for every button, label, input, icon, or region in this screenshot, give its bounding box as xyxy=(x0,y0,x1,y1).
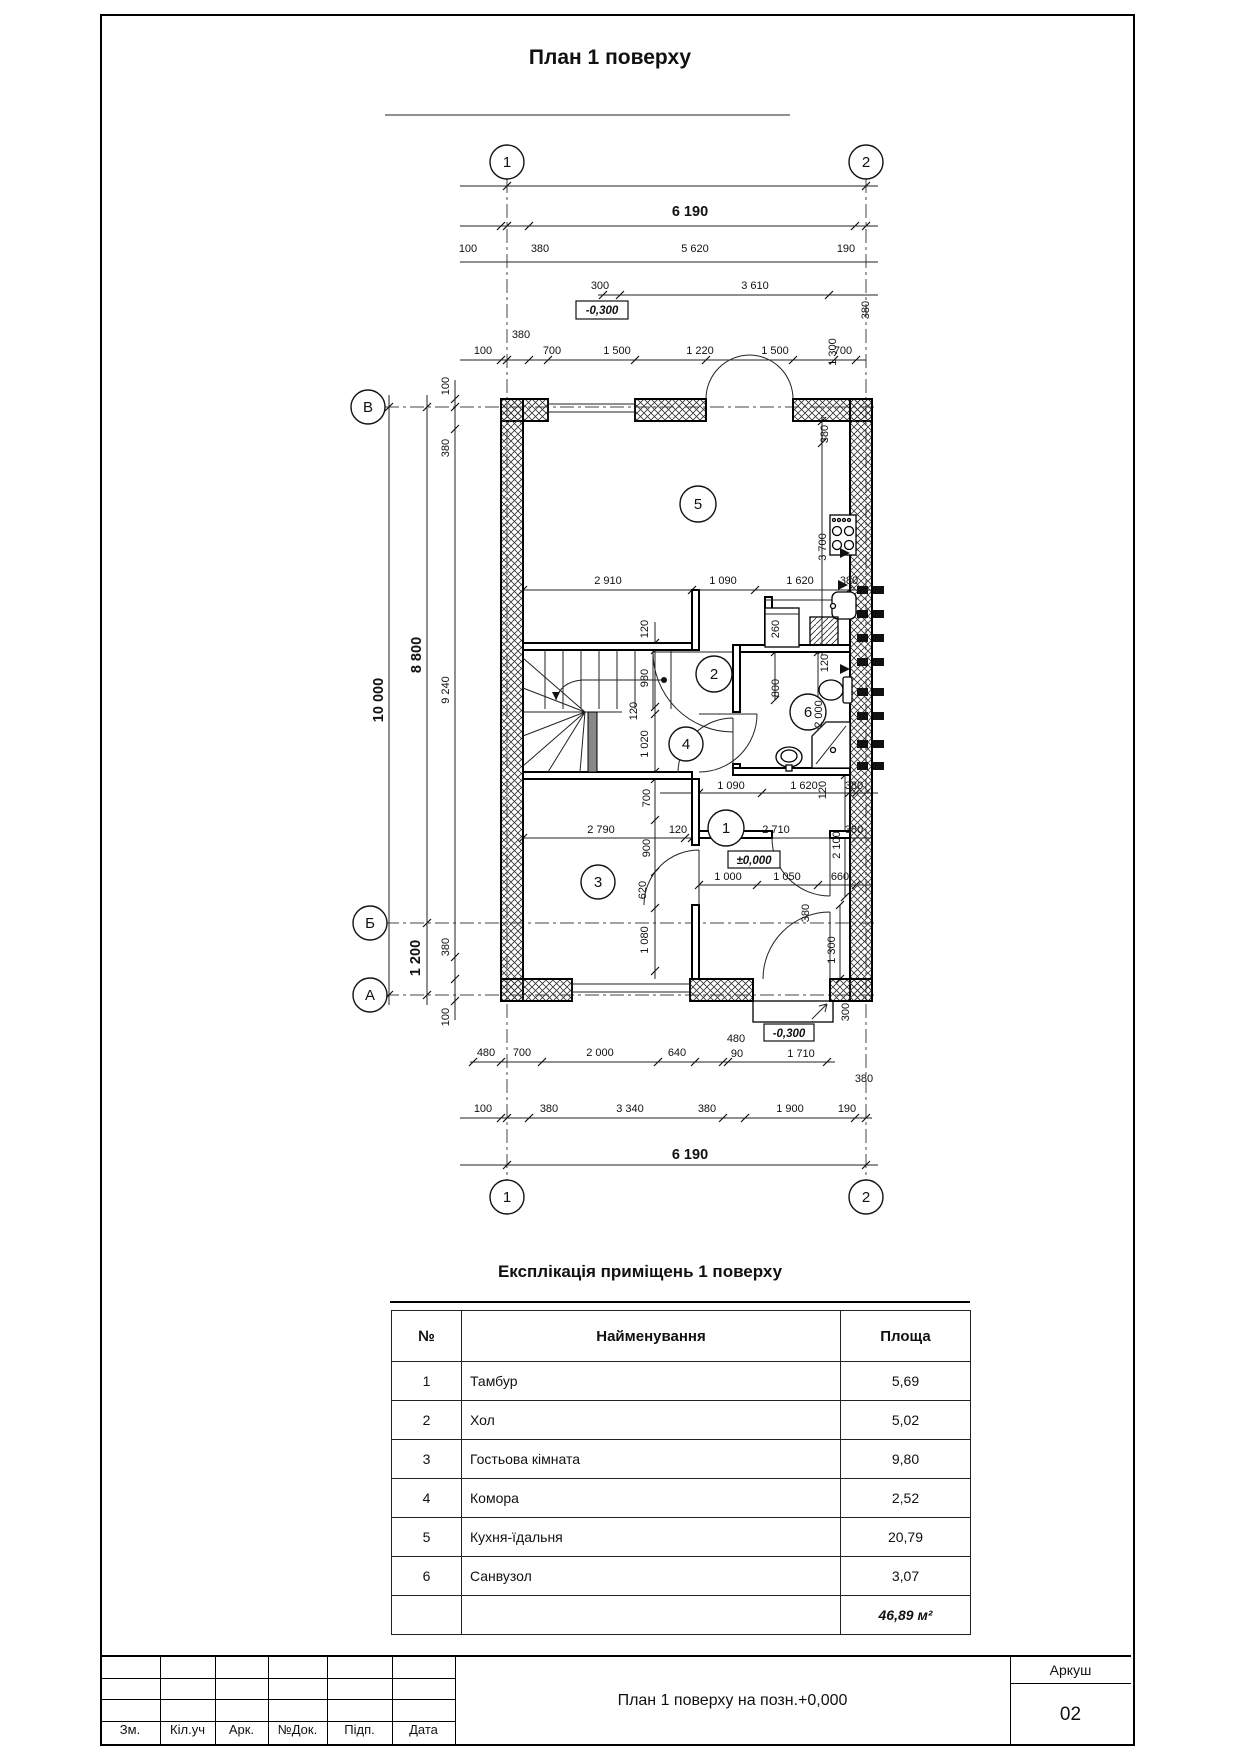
dim-label: 120 xyxy=(817,780,829,800)
dim-label: 1 500 xyxy=(603,345,631,357)
room-area: 3,07 xyxy=(841,1557,971,1596)
dim-label: 100 xyxy=(440,376,452,396)
axis-label: А xyxy=(364,987,376,1004)
dim-label: 6 190 xyxy=(671,1147,709,1163)
title-block xyxy=(100,1655,1131,1744)
dim-label: 1 900 xyxy=(776,1103,804,1115)
dim-label: 120 xyxy=(819,653,831,673)
dim-label: 380 xyxy=(697,1103,717,1115)
dim-label: 1 000 xyxy=(714,871,742,883)
room-index: 5 xyxy=(392,1518,462,1557)
room-name: Хол xyxy=(462,1401,841,1440)
col-header-name: Найменування xyxy=(462,1311,841,1362)
level-label: -0,300 xyxy=(585,305,619,317)
dimension-lines xyxy=(389,186,878,1165)
dim-label: 3 610 xyxy=(741,280,769,292)
dim-label: 380 xyxy=(440,438,452,458)
room-name: Тамбур xyxy=(462,1362,841,1401)
dim-label: 640 xyxy=(667,1047,687,1059)
window-top xyxy=(548,399,635,421)
dim-label: 1 500 xyxy=(761,345,789,357)
table-row xyxy=(392,1401,971,1440)
titleblock-col-dok: №Док. xyxy=(277,1722,318,1737)
room-number: 2 xyxy=(709,666,719,683)
dim-label: 2 000 xyxy=(813,700,825,728)
room-number: 4 xyxy=(681,736,691,753)
dim-label: 660 xyxy=(830,871,850,883)
axis-label: 1 xyxy=(502,154,512,171)
explication-table xyxy=(391,1310,971,1635)
dim-label: 1 620 xyxy=(786,575,814,587)
table-row xyxy=(392,1479,971,1518)
dim-label: 6 190 xyxy=(671,204,709,220)
room-name: Гостьова кімната xyxy=(462,1440,841,1479)
dim-label: 380 xyxy=(860,300,872,320)
room-area: 20,79 xyxy=(841,1518,971,1557)
titleblock-col-zm: Зм. xyxy=(119,1722,141,1737)
dimension-ticks xyxy=(385,182,870,1169)
room-area: 9,80 xyxy=(841,1440,971,1479)
dim-label: 10 000 xyxy=(371,677,387,723)
dim-label: 380 xyxy=(844,780,864,792)
dim-label: 700 xyxy=(833,345,853,357)
window-bottom xyxy=(572,979,690,1001)
table-total-row xyxy=(392,1596,971,1635)
titleblock-col-data: Дата xyxy=(409,1722,438,1737)
explication-title: Експлікація приміщень 1 поверху xyxy=(497,1262,783,1281)
room-area: 2,52 xyxy=(841,1479,971,1518)
dim-label: 260 xyxy=(770,619,782,639)
dim-label: 2 000 xyxy=(586,1047,614,1059)
dim-label: 120 xyxy=(639,619,651,639)
dim-label: 190 xyxy=(836,243,856,255)
dim-label: 700 xyxy=(542,345,562,357)
document-title: План 1 поверху на позн.+0,000 xyxy=(617,1691,848,1709)
room-number: 6 xyxy=(803,704,813,721)
explication-underline xyxy=(390,1301,970,1303)
dim-label: 1 090 xyxy=(717,780,745,792)
table-row xyxy=(392,1362,971,1401)
dim-label: 380 xyxy=(839,575,859,587)
sheet-number: 02 xyxy=(1059,1703,1082,1725)
table-row xyxy=(392,1518,971,1557)
dim-label: 1 200 xyxy=(408,939,424,977)
dim-label: 980 xyxy=(639,668,651,688)
title-block-line xyxy=(100,1699,455,1700)
kitchen-stove xyxy=(830,515,856,555)
entry-porch xyxy=(753,1001,833,1022)
room-index: 4 xyxy=(392,1479,462,1518)
dim-label: 300 xyxy=(840,1002,852,1022)
dim-label: 100 xyxy=(473,345,493,357)
dim-label: 800 xyxy=(770,678,782,698)
axis-label: В xyxy=(362,399,374,416)
dim-label: 1 020 xyxy=(639,730,651,758)
room-number: 1 xyxy=(721,820,731,837)
room-area: 5,02 xyxy=(841,1401,971,1440)
room-name: Кухня-їдальня xyxy=(462,1518,841,1557)
room-name: Санвузол xyxy=(462,1557,841,1596)
table-row xyxy=(392,1440,971,1479)
dim-label: 1 080 xyxy=(639,926,651,954)
dim-label: 5 620 xyxy=(681,243,709,255)
dim-label: 380 xyxy=(854,1073,874,1085)
floor-plan xyxy=(330,100,890,1230)
title-block-line xyxy=(100,1678,455,1679)
dim-label: 1 050 xyxy=(773,871,801,883)
dim-label: 380 xyxy=(539,1103,559,1115)
dim-label: 1 710 xyxy=(787,1048,815,1060)
table-header-row xyxy=(392,1311,971,1362)
level-label: -0,300 xyxy=(772,1028,806,1040)
dim-label: 1 090 xyxy=(709,575,737,587)
dim-label: 380 xyxy=(819,424,831,444)
room-index: 6 xyxy=(392,1557,462,1596)
room-index: 2 xyxy=(392,1401,462,1440)
dim-label: 380 xyxy=(800,903,812,923)
dim-label: 1 620 xyxy=(790,780,818,792)
dim-label: 1 300 xyxy=(826,936,838,964)
dim-label: 2 910 xyxy=(594,575,622,587)
axis-label: 2 xyxy=(861,1189,871,1206)
dim-label: 100 xyxy=(440,1007,452,1027)
titleblock-col-pidp: Підп. xyxy=(344,1722,375,1737)
level-label: ±0,000 xyxy=(736,855,772,867)
dim-label: 1 300 xyxy=(827,338,839,366)
axis-label: Б xyxy=(365,915,375,932)
axis-label: 2 xyxy=(861,154,871,171)
dim-label: 2 100 xyxy=(831,831,843,859)
room-index: 1 xyxy=(392,1362,462,1401)
dim-label: 480 xyxy=(476,1047,496,1059)
dim-label: 380 xyxy=(440,937,452,957)
dim-label: 480 xyxy=(726,1033,746,1045)
dim-label: 1 220 xyxy=(686,345,714,357)
dim-label: 100 xyxy=(458,243,478,255)
col-header-area: Площа xyxy=(841,1311,971,1362)
dim-label: 2 710 xyxy=(762,824,790,836)
room-area: 5,69 xyxy=(841,1362,971,1401)
col-header-num: № xyxy=(392,1311,462,1362)
titleblock-col-kiluch: Кіл.уч xyxy=(170,1722,205,1737)
dim-label: 2 790 xyxy=(587,824,615,836)
dim-label: 700 xyxy=(512,1047,532,1059)
axis-label: 1 xyxy=(502,1189,512,1206)
page-title: План 1 поверху xyxy=(528,46,692,69)
dim-label: 3 340 xyxy=(616,1103,644,1115)
dim-label: 900 xyxy=(641,838,653,858)
titleblock-col-ark: Арк. xyxy=(228,1722,255,1737)
dim-label: 120 xyxy=(668,824,688,836)
dim-label: 380 xyxy=(530,243,550,255)
room-number: 3 xyxy=(593,874,603,891)
empty-cell xyxy=(392,1596,462,1635)
room-name: Комора xyxy=(462,1479,841,1518)
dim-label: 120 xyxy=(628,701,640,721)
dim-label: 380 xyxy=(511,329,531,341)
dim-label: 700 xyxy=(641,788,653,808)
dim-label: 100 xyxy=(473,1103,493,1115)
empty-cell xyxy=(462,1596,841,1635)
dim-label: 9 240 xyxy=(440,676,452,704)
dim-label: 90 xyxy=(730,1048,744,1060)
dim-label: 8 800 xyxy=(409,636,425,674)
dim-label: 620 xyxy=(637,880,649,900)
room-index: 3 xyxy=(392,1440,462,1479)
sheet-label: Аркуш xyxy=(1010,1657,1131,1684)
room-number: 5 xyxy=(693,496,703,513)
total-area: 46,89 м² xyxy=(841,1596,971,1635)
table-row xyxy=(392,1557,971,1596)
dim-label: 300 xyxy=(590,280,610,292)
dim-label: 380 xyxy=(844,824,864,836)
dim-label: 190 xyxy=(837,1103,857,1115)
dim-label: 3 700 xyxy=(817,533,829,561)
